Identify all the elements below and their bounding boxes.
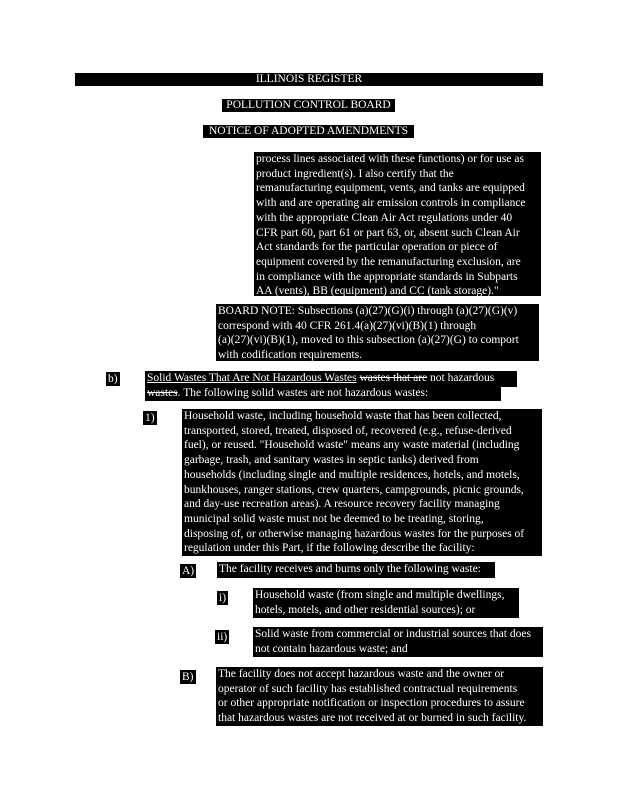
- item-ii-text: [253, 627, 543, 657]
- text-line: with the appropriate Clean Air Act regulations under 40: [256, 211, 513, 224]
- register-title: ILLINOIS REGISTER: [75, 73, 543, 86]
- text-line: Solid waste from commercial or industrial sources that does: [255, 628, 531, 640]
- section-b-title: Solid Wastes That Are Not Hazardous Wastes: [147, 372, 357, 384]
- continuation-paragraph: [254, 152, 541, 296]
- section-b-heading: [145, 371, 517, 387]
- text-line: product ingredient(s). I also certify that the: [256, 167, 454, 180]
- text-line: with codification requirements.: [218, 349, 363, 362]
- text-line: transported, stored, treated, disposed of, recovered (e.g., refuse-derived: [184, 424, 512, 437]
- text-line: garbage, trash, and sanitary wastes in septic tanks) derived from: [184, 454, 479, 467]
- text-line: Household waste, including household waste that has been collected,: [184, 410, 502, 422]
- text-line: equipment covered by the remanufacturing exclusion, are: [256, 255, 521, 268]
- section-b-struck-text: wastes that are: [359, 372, 428, 384]
- item-1-label: 1): [145, 412, 155, 424]
- text-line: disposing of, or otherwise managing hazardous wastes for the purposes of: [184, 527, 525, 540]
- text-line: AA (vents), BB (equipment) and CC (tank storage).": [256, 285, 499, 298]
- item-ii-label: ii): [217, 631, 228, 643]
- notice-title: NOTICE OF ADOPTED AMENDMENTS: [203, 125, 414, 138]
- text-line: municipal solid waste must not be deemed to be treating, storing,: [184, 512, 484, 525]
- item-i-label: i): [219, 592, 227, 604]
- text-line: hotels, motels, and other residential sources); or: [255, 603, 476, 616]
- text-line: process lines associated with these functions) or for use as: [256, 153, 524, 165]
- text-line: Act standards for the particular operation or piece of: [256, 241, 498, 254]
- section-b-label: b): [108, 373, 118, 385]
- text-line: with and are operating air emission controls in compliance: [256, 197, 526, 210]
- text-line: Household waste (from single and multiple dwellings,: [255, 589, 505, 601]
- text-line: CFR part 60, part 61 or part 63, or, absent such Clean Air: [256, 226, 520, 239]
- text-line: regulation under this Part, if the following describe the facility:: [184, 542, 475, 555]
- text-line: The facility does not accept hazardous waste and the owner or: [218, 668, 505, 680]
- text-line: and day-use recreation areas). A resource recovery facility managing: [184, 498, 500, 511]
- text-line: fuel), or reused. "Household waste" means any waste material (including: [184, 439, 520, 452]
- text-line: that hazardous wastes are not received at or burned in such facility.: [218, 712, 527, 725]
- text-line: bunkhouses, ranger stations, crew quarters, campgrounds, picnic grounds,: [184, 483, 524, 496]
- text-line: households (including single and multiple residences, hotels, and motels,: [184, 468, 520, 481]
- section-b-intro-text: . The following solid wastes are not hazardous wastes:: [177, 387, 429, 399]
- board-note: [216, 304, 539, 361]
- item-i-text: [253, 588, 519, 618]
- section-b-struck-word: wastes: [147, 387, 178, 399]
- section-b-title-rest: not hazardous: [430, 372, 495, 384]
- text-line: BOARD NOTE: Subsections (a)(27)(G)(i) through (a)(27)(G)(v): [218, 305, 518, 317]
- text-line: not contain hazardous waste; and: [255, 642, 408, 655]
- text-line: in compliance with the appropriate standards in Subparts: [256, 270, 518, 283]
- board-title: POLLUTION CONTROL BOARD: [222, 99, 395, 112]
- item-b-label: B): [182, 671, 194, 683]
- item-a-text: The facility receives and burns only the following waste:: [217, 562, 495, 578]
- text-line: or other appropriate notification or inspection procedures to assure: [218, 697, 525, 710]
- item-b-text: [216, 667, 543, 726]
- text-line: (a)(27)(vi)(B)(1), moved to this subsection (a)(27)(G) to comport: [218, 334, 519, 347]
- text-line: remanufacturing equipment, vents, and tanks are equipped: [256, 182, 525, 195]
- item-a-label: A): [182, 565, 195, 577]
- household-waste-paragraph: [182, 409, 542, 556]
- section-b-intro: [145, 386, 501, 401]
- text-line: operator of such facility has established contractual requirements: [218, 682, 518, 695]
- text-line: correspond with 40 CFR 261.4(a)(27)(vi)(B)(1) through: [218, 319, 477, 332]
